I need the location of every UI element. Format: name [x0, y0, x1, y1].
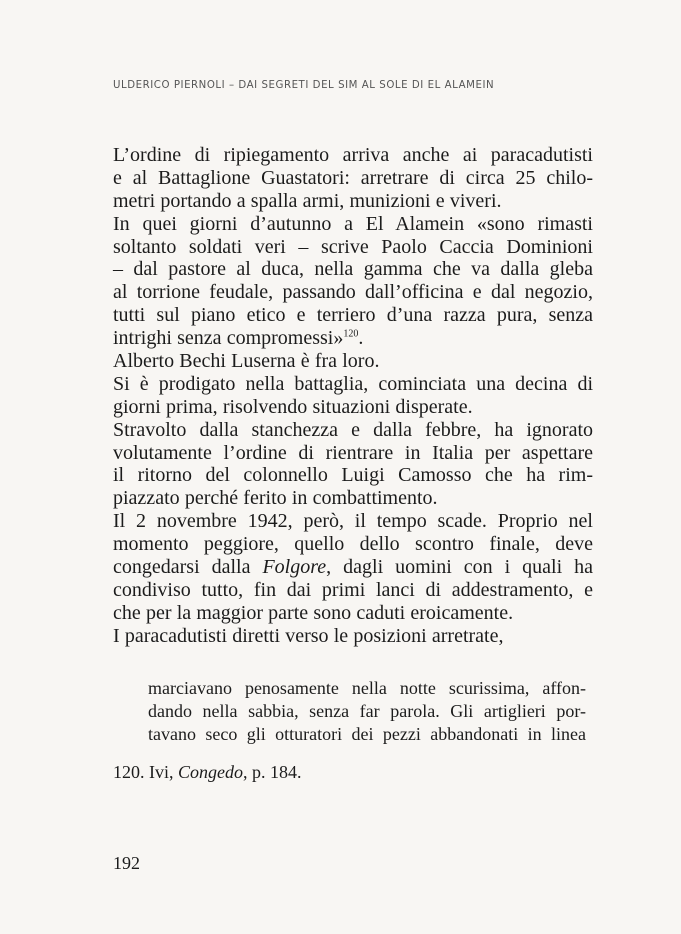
running-head: ULDERICO PIERNOLI – DAI SEGRETI DEL SIM AL SOLE DI EL ALAMEIN: [113, 80, 495, 91]
text-line: – dal pastore al duca, nella gamma che va dalla gleba: [113, 258, 593, 281]
text-line: condiviso tutto, fin dai primi lanci di addestramento, e: [113, 578, 593, 601]
quote-line: dando nella sabbia, senza far parola. Gli artiglieri por-: [148, 700, 586, 721]
text-line: metri portando a spalla armi, munizioni e viveri.: [113, 189, 502, 212]
text-line: giorni prima, risolvendo situazioni disperate.: [113, 395, 473, 418]
text-line-content: congedarsi dalla: [113, 556, 263, 579]
text-line: momento peggiore, quello dello scontro finale, deve: [113, 533, 593, 556]
text-line: volutamente l’ordine di rientrare in Italia per aspettare: [113, 441, 593, 464]
text-line: il ritorno del colonnello Luigi Camosso che ha rim-: [113, 464, 593, 487]
text-line: I paracadutisti diretti verso le posizioni arretrate,: [113, 624, 504, 647]
body-text: [113, 144, 593, 648]
footnote: [113, 762, 583, 783]
text-line-punctuation: .: [358, 327, 364, 350]
text-line: piazzato perché ferito in combattimento.: [113, 487, 438, 510]
quote-line: marciavano penosamente nella notte scurissima, affon-: [148, 678, 586, 698]
footnote-number: 120. Ivi,: [113, 762, 178, 782]
block-quote: [148, 677, 586, 746]
text-line: L’ordine di ripiegamento arriva anche ai paracadutisti: [113, 144, 593, 166]
footnote-rest: , p. 184.: [243, 762, 302, 782]
text-line: soltanto soldati veri – scrive Paolo Caccia Dominioni: [113, 235, 593, 258]
text-line: In quei giorni d’autunno a El Alamein «sono rimasti: [113, 212, 593, 235]
page-number: 192: [113, 853, 140, 873]
text-line: [113, 556, 593, 579]
text-line: al torrione feudale, passando dall’officina e dal negozio,: [113, 281, 593, 304]
footnote-reference: 120: [343, 328, 359, 340]
text-line-content: , dagli uomini con i quali ha: [326, 556, 593, 579]
italic-unit-name: Folgore: [262, 556, 327, 579]
text-line: Si è prodigato nella battaglia, cominciata una decina di: [113, 372, 593, 395]
quote-line: tavano seco gli otturatori dei pezzi abbandonati in linea: [148, 723, 586, 744]
text-line-content: intrighi senza compromessi»: [113, 327, 344, 350]
text-line: tutti sul piano etico e terriero d’una razza pura, senza: [113, 304, 593, 327]
text-line: Alberto Bechi Luserna è fra loro.: [113, 350, 380, 373]
text-line: Il 2 novembre 1942, però, il tempo scade. Proprio nel: [113, 510, 593, 533]
text-line: e al Battaglione Guastatori: arretrare di circa 25 chilo-: [113, 166, 593, 189]
text-line: che per la maggior parte sono caduti eroicamente.: [113, 601, 514, 624]
text-line: [113, 327, 593, 350]
text-line: Stravolto dalla stanchezza e dalla febbre, ha ignorato: [113, 418, 593, 441]
footnote-title: Congedo: [178, 762, 243, 782]
